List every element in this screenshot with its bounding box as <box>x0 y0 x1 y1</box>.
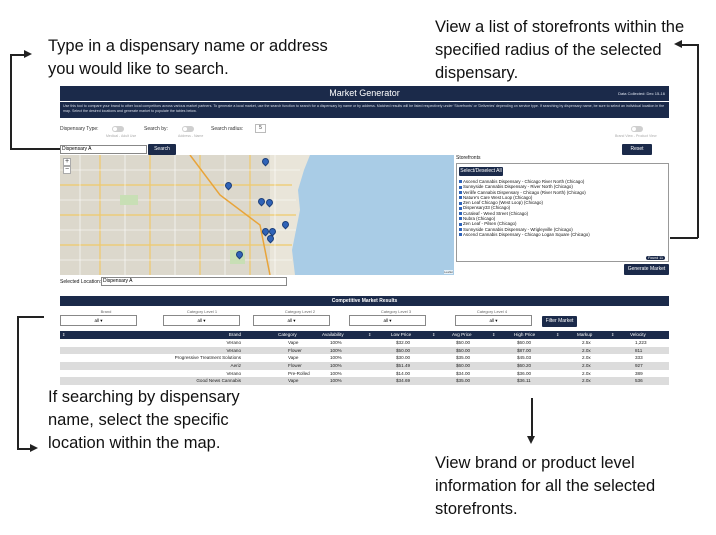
cell-velocity: 333 <box>635 355 643 361</box>
table-row <box>60 370 669 378</box>
selected-location-input[interactable]: Dispensary A <box>101 277 287 286</box>
arrow-storefronts-bottom <box>670 237 698 239</box>
cell-low-price: $50.00 <box>396 347 411 353</box>
cell-category: Flower <box>288 363 302 369</box>
cell-markup: 2.0x <box>582 363 591 369</box>
cell-availability: 100% <box>330 347 342 353</box>
app-title-bar <box>60 86 669 101</box>
filter-brand-value: all <box>94 318 99 323</box>
annotation-results: View brand or product level information for all the selected storefronts. <box>435 454 656 518</box>
sort-icon[interactable]: ⇕ <box>368 332 372 337</box>
cell-brand: Aeriz <box>230 363 241 369</box>
dispensary-type-toggle[interactable] <box>112 126 124 132</box>
table-row <box>60 339 669 347</box>
col-velocity[interactable]: Velocity <box>630 332 646 337</box>
cell-avg-price: $60.00 <box>456 363 471 369</box>
col-availability[interactable]: Availability <box>322 332 344 337</box>
map-attribution: Leaflet <box>443 270 453 274</box>
table-row <box>60 362 669 370</box>
data-collected-date: Data Collected: Dec 15-16 <box>618 91 665 96</box>
filter-category2-label: Category Level 2 <box>284 309 316 314</box>
table-row <box>60 354 669 362</box>
map-zoom-in-button[interactable]: + <box>64 158 70 165</box>
reset-button[interactable]: Reset <box>622 144 652 155</box>
sort-icon[interactable]: ⇕ <box>611 332 615 337</box>
col-low-price[interactable]: Low Price <box>391 332 412 337</box>
cell-high-price: $45.03 <box>517 355 532 361</box>
found-count-badge: Found 11 <box>648 256 663 260</box>
sort-icon[interactable]: ⇕ <box>556 332 560 337</box>
map-park-1 <box>120 195 138 205</box>
filter-category3-value: all <box>383 318 388 323</box>
cell-brand: Verano <box>226 370 241 376</box>
filter-category3-dropdown[interactable]: all ▾ <box>349 315 426 326</box>
cell-avg-price: $35.00 <box>456 355 471 361</box>
storefront-name: Sunnyside Cannabis Dispensary - River North (Chicago) <box>463 184 573 190</box>
cell-availability: 100% <box>330 370 342 376</box>
col-avg-price[interactable]: Avg Price <box>452 332 472 337</box>
cell-availability: 100% <box>330 340 342 345</box>
cell-category: Vape <box>288 378 299 384</box>
cell-markup: 2.0x <box>582 378 591 384</box>
col-category[interactable]: Category <box>278 332 297 337</box>
checkbox-icon[interactable] <box>459 223 462 226</box>
cell-brand: Progressive Treatment Solutions <box>174 355 241 361</box>
cell-avg-price: $50.00 <box>456 347 471 353</box>
storefront-name: Verilife Cannabis Dispensary - Chicago (River North) (Chicago) <box>463 189 586 195</box>
arrow-storefronts-vertical <box>697 44 699 238</box>
cell-high-price: $60.00 <box>517 340 532 345</box>
checkbox-icon[interactable] <box>459 228 462 231</box>
cell-brand: Verano <box>226 340 241 345</box>
cell-velocity: 927 <box>635 363 643 369</box>
cell-high-price: $87.00 <box>517 347 532 353</box>
filter-category4-value: all <box>489 318 494 323</box>
table-body <box>60 339 669 385</box>
filter-category3-label: Category Level 3 <box>380 309 412 314</box>
cell-velocity: 811 <box>635 347 643 353</box>
view-toggle[interactable] <box>631 126 643 132</box>
dispensary-type-label: Dispensary Type: <box>60 126 99 132</box>
cell-avg-price: $34.00 <box>456 370 471 376</box>
storefront-item[interactable] <box>459 232 666 237</box>
arrow-search-vertical <box>10 54 12 149</box>
storefront-name: Zen Leaf Chicago (West Loop) (Chicago) <box>463 200 543 206</box>
storefront-name: Dispensary33 (Chicago) <box>463 205 511 211</box>
dispensary-type-options: Medical - Adult Use <box>106 134 137 138</box>
filter-category2-dropdown[interactable]: all ▾ <box>253 315 330 326</box>
filter-category1-dropdown[interactable]: all ▾ <box>163 315 240 326</box>
arrow-search-head <box>24 50 32 58</box>
col-brand[interactable]: Brand <box>228 332 241 337</box>
checkbox-icon[interactable] <box>459 191 462 194</box>
checkbox-icon[interactable] <box>459 207 462 210</box>
storefront-name: Ascend Cannabis Dispensary - Chicago River North (Chicago) <box>463 179 585 184</box>
storefront-name: Nubra (Chicago) <box>463 216 496 222</box>
search-by-label: Search by: <box>144 126 168 132</box>
storefront-name: Nature's Care West Loop (Chicago) <box>463 194 533 200</box>
filter-market-button[interactable]: Filter Market <box>542 316 577 327</box>
cell-low-price: $14.00 <box>396 370 411 376</box>
search-radius-input[interactable]: 5 <box>255 124 266 133</box>
arrow-map-vertical <box>17 316 19 449</box>
cell-velocity: 1,223 <box>635 340 647 345</box>
storefront-name: Zen Leaf - Pilsen (Chicago) <box>463 221 517 227</box>
checkbox-icon[interactable] <box>459 186 462 189</box>
cell-markup: 2.0x <box>582 370 591 376</box>
arrow-map-head <box>30 444 38 452</box>
cell-avg-price: $50.00 <box>456 340 471 345</box>
search-button[interactable]: Search <box>148 144 176 155</box>
checkbox-icon[interactable] <box>459 196 462 199</box>
cell-category: Vape <box>288 340 299 345</box>
filter-brand-label: Brand <box>100 309 112 314</box>
storefront-list[interactable] <box>456 163 669 262</box>
annotation-map-select: If searching by dispensary name, select the specific location within the map. <box>48 388 240 452</box>
filter-brand-dropdown[interactable]: all ▾ <box>60 315 137 326</box>
arrow-storefronts-top <box>682 44 698 46</box>
select-all-button[interactable]: Select/Deselect All <box>460 168 502 174</box>
cell-brand: Verano <box>226 347 241 353</box>
filter-category4-dropdown[interactable]: all ▾ <box>455 315 532 326</box>
cell-high-price: $36.00 <box>517 370 532 376</box>
col-high-price[interactable]: High Price <box>514 332 536 337</box>
table-row <box>60 347 669 355</box>
view-options: Brand View - Product View <box>615 134 657 138</box>
cell-category: Pre-Rolled <box>288 370 310 376</box>
sort-icon[interactable]: ⇕ <box>492 332 496 337</box>
filter-category1-label: Category Level 1 <box>186 309 218 314</box>
cell-availability: 100% <box>330 363 342 369</box>
cell-low-price: $32.00 <box>396 340 411 345</box>
cell-low-price: $34.69 <box>396 378 411 384</box>
generate-market-button[interactable]: Generate Market <box>624 264 669 275</box>
filter-category2-value: all <box>287 318 292 323</box>
cell-avg-price: $35.00 <box>456 378 471 384</box>
storefront-name: Sunnyside Cannabis Dispensary - Wrigleyville (Chicago) <box>463 226 573 232</box>
cell-high-price: $60.20 <box>517 363 532 369</box>
checkbox-icon[interactable] <box>459 180 462 183</box>
cell-low-price: $51.49 <box>396 363 411 369</box>
arrow-storefronts-head <box>674 40 682 48</box>
arrow-map-bottom <box>17 448 31 450</box>
cell-category: Vape <box>288 355 299 361</box>
selected-location-label: Selected Location: <box>60 279 102 285</box>
cell-category: Flower <box>288 347 302 353</box>
storefront-name: Curaleaf - Weed Street (Chicago) <box>463 210 529 216</box>
storefronts-label: Storefronts <box>456 155 481 161</box>
checkbox-icon[interactable] <box>459 212 462 215</box>
filter-category4-label: Category Level 4 <box>476 309 508 314</box>
search-radius-label: Search radius: <box>211 126 244 132</box>
cell-availability: 100% <box>330 355 342 361</box>
table-row <box>60 377 669 385</box>
annotation-search: Type in a dispensary name or address you would like to search. <box>48 37 328 78</box>
cell-markup: 2.5x <box>582 340 591 345</box>
search-input[interactable]: Dispensary A <box>60 145 147 154</box>
cell-availability: 100% <box>330 378 342 384</box>
map-zoom-out-button[interactable]: − <box>64 166 70 173</box>
results-table <box>60 331 669 385</box>
cell-markup: 2.0x <box>582 355 591 361</box>
arrow-results-head <box>527 436 535 444</box>
cell-velocity: 536 <box>635 378 643 384</box>
table-header <box>60 331 669 339</box>
search-by-toggle[interactable] <box>182 126 194 132</box>
sort-icon[interactable]: ⇕ <box>432 332 436 337</box>
col-markup[interactable]: Markup <box>577 332 593 337</box>
lake-michigan <box>292 155 454 275</box>
results-title: Competitive Market Results <box>60 296 669 306</box>
cell-low-price: $30.00 <box>396 355 411 361</box>
map[interactable] <box>60 155 454 275</box>
search-by-options: Address - Name <box>178 134 204 138</box>
checkbox-icon[interactable] <box>459 233 462 236</box>
arrow-results-vertical <box>531 398 533 436</box>
cell-high-price: $36.11 <box>517 378 531 384</box>
cell-brand: Good News Cannabis <box>196 378 241 384</box>
annotation-storefronts: View a list of storefronts within the specified radius of the selected dispensary. <box>435 18 685 82</box>
cell-velocity: 389 <box>635 370 643 376</box>
arrow-search-bottom <box>10 148 60 150</box>
arrow-map-top <box>17 316 44 318</box>
instructions-text: Use this tool to compare your brand to other local competitors across various market partners. To generate a local market, use the search function to search for a dispensary by name or by address. Matched results will be listed respectively under 'Storefronts' or 'Deliveries' depending on service type. If searching by dispensary name, be sure to select an individual location in the map. Select the desired locations and generate market to populate the tables below. <box>60 102 669 118</box>
filter-category1-value: all <box>197 318 202 323</box>
cell-markup: 2.0x <box>582 347 591 353</box>
page-title: Market Generator <box>329 88 400 98</box>
checkbox-icon[interactable] <box>459 217 462 220</box>
storefront-name: Ascend Cannabis Dispensary - Chicago Logan Square (Chicago) <box>463 231 590 237</box>
arrow-search-top <box>10 54 24 56</box>
market-generator-app <box>60 86 669 392</box>
map-canvas <box>60 155 454 275</box>
checkbox-icon[interactable] <box>459 202 462 205</box>
sort-icon[interactable]: ⇕ <box>62 332 66 337</box>
